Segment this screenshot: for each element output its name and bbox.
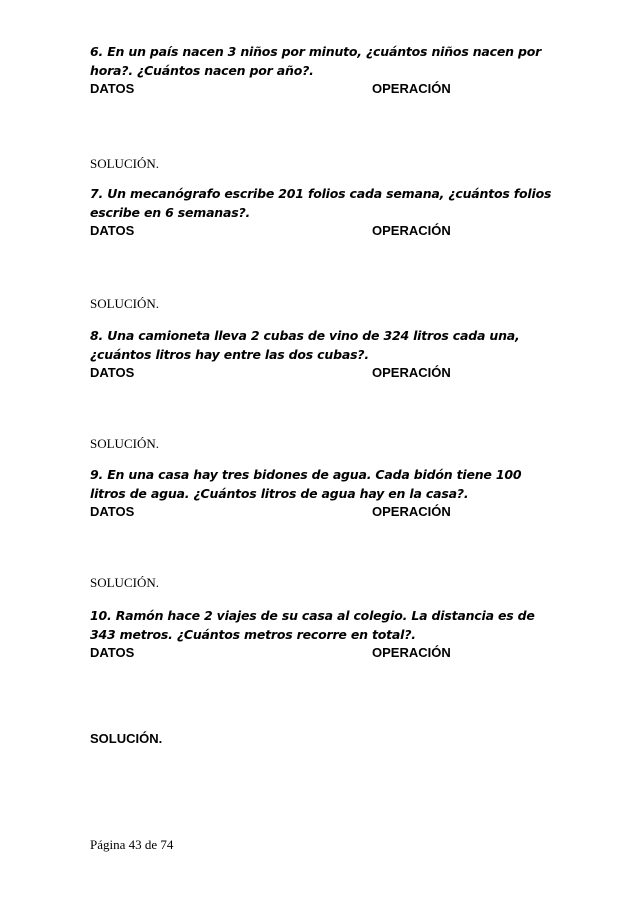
problem-7 [90,184,560,240]
problem-9-labels [90,503,560,521]
problem-8-labels [90,364,560,382]
operacion-label: OPERACIÓN [372,645,451,660]
problem-7-question: 7. Un mecanógrafo escribe 201 folios cada semana, ¿cuántos folios escribe en 6 semanas?. [90,186,552,220]
datos-label: DATOS [90,504,135,519]
problem-6 [90,42,560,98]
problem-8-question: 8. Una camioneta lleva 2 cubas de vino de 324 litros cada una, ¿cuántos litros hay entre las dos cubas?. [90,328,520,362]
problem-9 [90,465,560,521]
problem-9-solucion: SOLUCIÓN. [90,575,159,590]
problem-6-solucion: SOLUCIÓN. [90,156,159,171]
problem-7-solucion: SOLUCIÓN. [90,296,159,311]
datos-label: DATOS [90,645,135,660]
problem-7-labels [90,222,560,240]
problem-6-labels [90,80,560,98]
problem-10-solucion: SOLUCIÓN. [90,731,163,746]
problem-9-question: 9. En una casa hay tres bidones de agua. Cada bidón tiene 100 litros de agua. ¿Cuántos litros de agua hay en la casa?. [90,467,522,501]
operacion-label: OPERACIÓN [372,223,451,238]
problem-6-question: 6. En un país nacen 3 niños por minuto, ¿cuántos niños nacen por hora?. ¿Cuántos nacen por año?. [90,44,542,78]
page-number-footer: Página 43 de 74 [90,837,174,852]
problem-10-question: 10. Ramón hace 2 viajes de su casa al colegio. La distancia es de 343 metros. ¿Cuántos metros recorre en total?. [90,608,535,642]
operacion-label: OPERACIÓN [372,504,451,519]
datos-label: DATOS [90,365,135,380]
operacion-label: OPERACIÓN [372,81,451,96]
problem-10-labels [90,644,560,662]
problem-8 [90,326,560,382]
operacion-label: OPERACIÓN [372,365,451,380]
datos-label: DATOS [90,223,135,238]
problem-10 [90,606,560,662]
datos-label: DATOS [90,81,135,96]
problem-8-solucion: SOLUCIÓN. [90,436,159,451]
